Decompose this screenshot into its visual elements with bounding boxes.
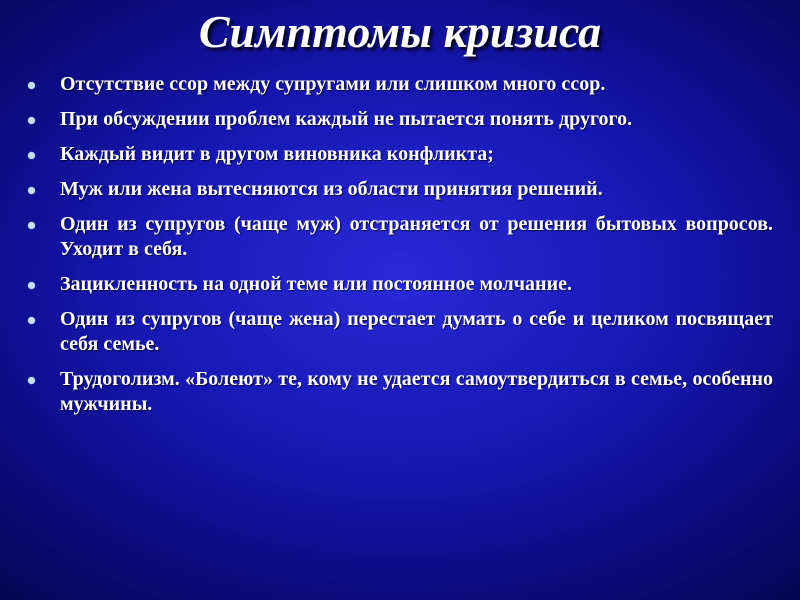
bullet-dot-icon [28, 377, 35, 384]
bullet-item [27, 367, 773, 417]
bullet-dot-icon [28, 282, 35, 289]
bullet-item [27, 272, 773, 297]
bullet-item [27, 107, 773, 132]
bullet-item [27, 212, 773, 262]
bullet-dot-icon [28, 152, 35, 159]
bullet-text: Муж или жена вытесняются из области принятия решений. [60, 178, 603, 200]
bullet-dot-icon [28, 317, 35, 324]
bullet-text: Один из супругов (чаще муж) отстраняется от решения бытовых вопросов. Уходит в себя. [60, 213, 773, 260]
bullet-list [27, 72, 773, 427]
bullet-item [27, 177, 773, 202]
bullet-item [27, 307, 773, 357]
bullet-text: Один из супругов (чаще жена) перестает думать о себе и целиком посвящает себя семье. [60, 308, 773, 355]
bullet-item [27, 142, 773, 167]
bullet-dot-icon [28, 82, 35, 89]
bullet-text: Отсутствие ссор между супругами или слишком много ссор. [60, 73, 606, 95]
bullet-text: Зацикленность на одной теме или постоянное молчание. [60, 273, 572, 295]
bullet-dot-icon [28, 117, 35, 124]
bullet-text: Трудоголизм. «Болеют» те, кому не удается самоутвердиться в семье, особенно мужчины. [60, 368, 773, 415]
bullet-text: При обсуждении проблем каждый не пытается понять другого. [60, 108, 633, 130]
bullet-item [27, 72, 773, 97]
bullet-dot-icon [28, 222, 35, 229]
slide-title: Симптомы кризиса [198, 6, 602, 57]
bullet-dot-icon [28, 187, 35, 194]
bullet-text: Каждый видит в другом виновника конфликта; [60, 143, 494, 165]
